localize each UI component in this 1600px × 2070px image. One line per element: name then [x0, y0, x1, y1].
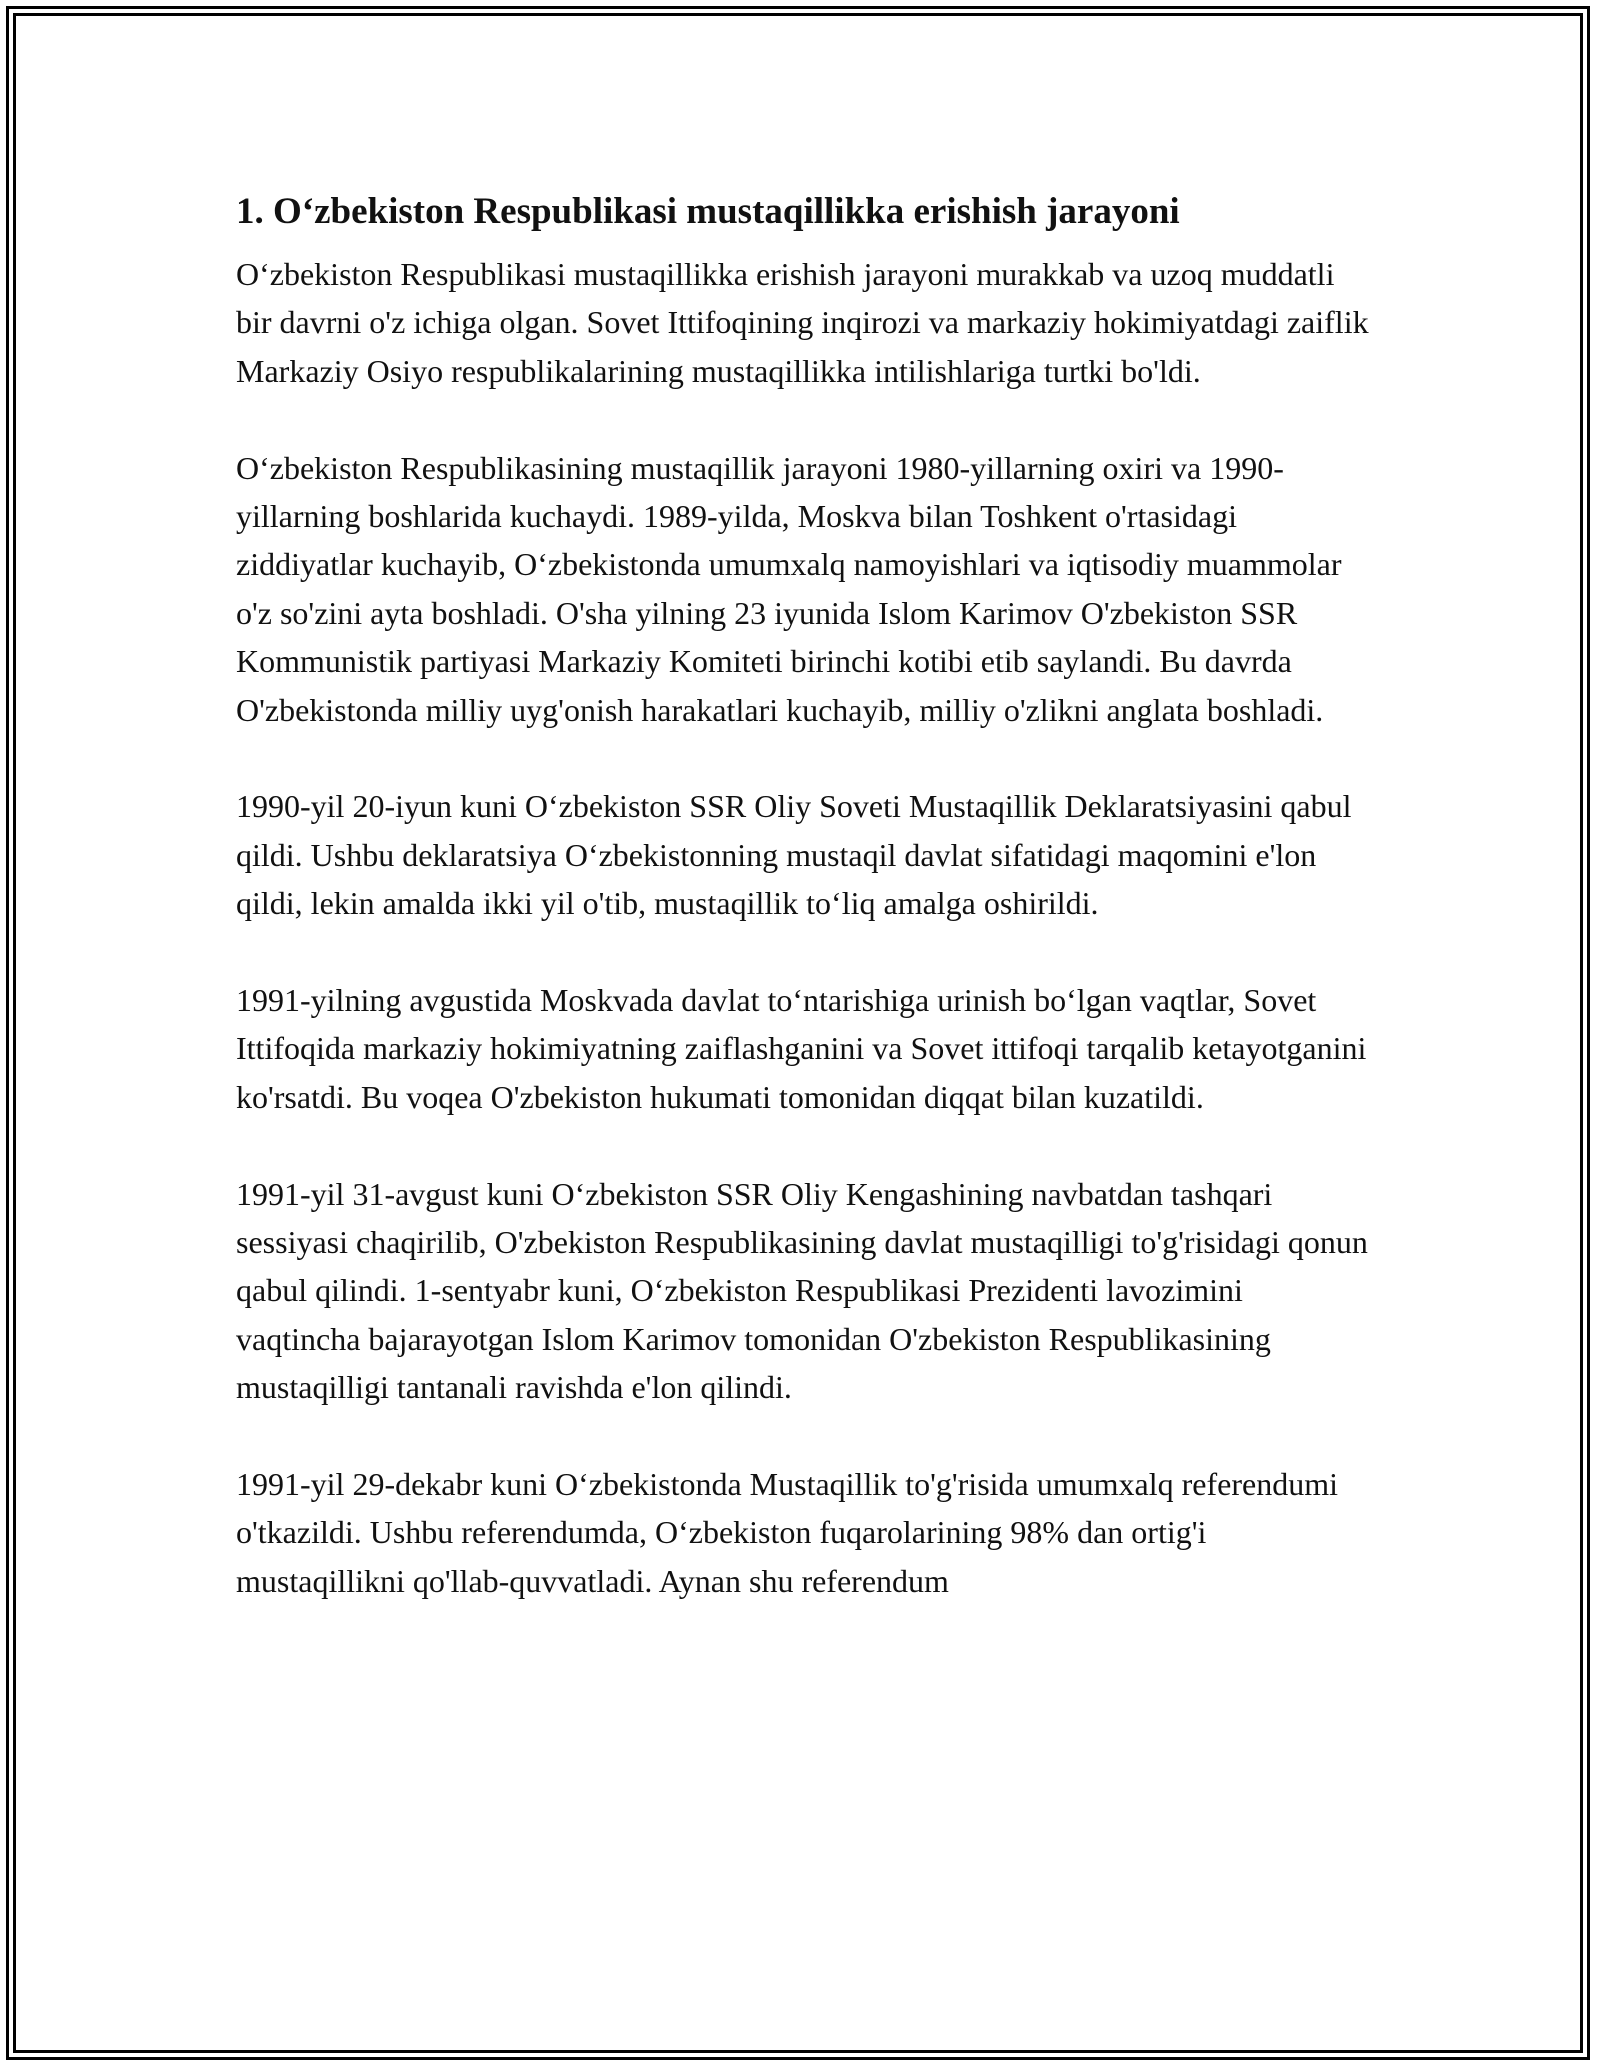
paragraph-intro: O‘zbekiston Respublikasi mustaqillikka erishish jarayoni murakkab va uzoq muddatli bir davrni o'z ichiga olgan. Sovet Ittifoqining inqirozi va markaziy hokimiyatdagi zaiflik Markaziy Osiyo respublikalarining mustaqillikka intilishlariga turtki bo'ldi. — [236, 256, 1369, 389]
paragraph-independence-law: 1991-yil 31-avgust kuni O‘zbekiston SSR Oliy Kengashining navbatdan tashqari sessiyasi chaqirilib, O'zbekiston Respublikasining davlat mustaqilligi to'g'risidagi qonun qabul qilindi. 1-sentyabr kuni, O‘zbekiston Respublikasi Prezidenti lavozimini vaqtincha bajarayotgan Islom Karimov tomonidan O'zbekiston Respublikasining mustaqilligi tantanali ravishda e'lon qilindi. — [236, 1175, 1368, 1406]
paragraph-declaration: 1990-yil 20-iyun kuni O‘zbekiston SSR Oliy Soveti Mustaqillik Deklaratsiyasini qabul qildi. Ushbu deklaratsiya O‘zbekistonning mustaqil davlat sifatidagi maqomini e'lon qildi, lekin amalda ikki yil o'tib, mustaqillik to‘liq amalga oshirildi. — [236, 788, 1352, 922]
paragraph-1989: O‘zbekiston Respublikasining mustaqillik jarayoni 1980-yillarning oxiri va 1990-yillarning boshlarida kuchaydi. 1989-yilda, Moskva bilan Toshkent o'rtasidagi ziddiyatlar kuchayib, O‘zbekistonda umumxalq namoyishlari va iqtisodiy muammolar o'z so'zini ayta boshladi. O'sha yilning 23 iyunida Islom Karimov O'zbekiston SSR Kommunistik partiyasi Markaziy Komiteti birinchi kotibi etib saylandi. Bu davrda O'zbekistonda milliy uyg'onish harakatlari kuchayib, milliy o'zlikni anglata boshladi. — [236, 449, 1342, 728]
paragraph-august-coup: 1991-yilning avgustida Moskvada davlat to‘ntarishiga urinish bo‘lgan vaqtlar, Sovet Ittifoqida markaziy hokimiyatning zaiflashganini va Sovet ittifoqi tarqalib ketayotganini ko'rsatdi. Bu voqea O'zbekiston hukumati tomonidan diqqat bilan kuzatildi. — [236, 982, 1367, 1115]
document-body — [236, 186, 1372, 1654]
section-heading: 1. O‘zbekiston Respublikasi mustaqillikka erishish jarayoni — [236, 191, 1180, 232]
paragraph-referendum: 1991-yil 29-dekabr kuni O‘zbekistonda Mustaqillik to'g'risida umumxalq referendumi o'tkazildi. Ushbu referendumda, O‘zbekiston fuqarolarining 98% dan ortig'i mustaqillikni qo'llab-quvvatladi. Aynan shu referendum — [236, 1466, 1338, 1599]
